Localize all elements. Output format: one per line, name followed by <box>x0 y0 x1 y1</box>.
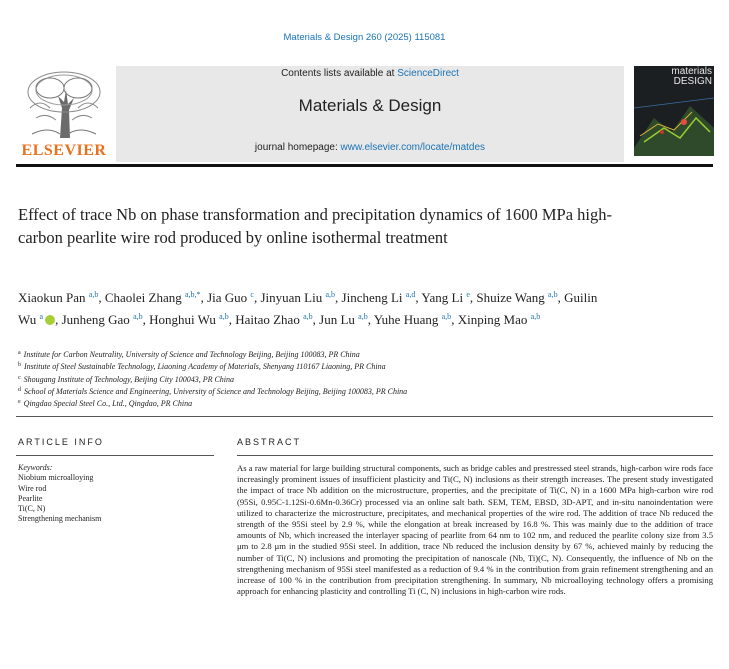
abstract-heading: ABSTRACT <box>237 437 302 447</box>
keyword-item: Niobium microalloying <box>18 473 94 483</box>
journal-citation[interactable]: Materials & Design 260 (2025) 115081 <box>283 32 446 43</box>
author[interactable]: Xiaokun Pan $^{a,b}$ <box>18 290 99 305</box>
keyword-item: Strengthening mechanism <box>18 514 102 524</box>
keyword-item: Pearlite <box>18 493 43 503</box>
author[interactable]: Jinyuan Liu $^{a,b}$ <box>260 290 336 305</box>
article-info-heading: ARTICLE INFO <box>18 437 104 447</box>
author[interactable]: Yuhe Huang $^{a,b}$ <box>373 312 452 327</box>
author[interactable]: Yang Li $^e$ <box>421 290 470 305</box>
affiliation-item: $^e$ Qingdao Special Steel Co., Ltd., Qingdao, PR China <box>18 399 193 409</box>
sciencedirect-link[interactable]: ScienceDirect <box>397 68 459 79</box>
affiliation-divider <box>16 416 713 417</box>
abstract-divider <box>237 455 713 456</box>
affiliation-item: $^d$ School of Materials Science and Engineering, University of Science and Technology Beijing, Beijing 100083, PR China <box>18 386 408 396</box>
header-divider <box>16 164 713 167</box>
journal-header <box>116 66 624 162</box>
author[interactable]: Jun Lu $^{a,b}$ <box>319 312 368 327</box>
affiliation-list <box>18 348 618 409</box>
journal-name: Materials & Design <box>298 96 442 115</box>
author[interactable]: Junheng Gao $^{a,b}$ <box>61 312 143 327</box>
author[interactable]: Haitao Zhao $^{a,b}$ <box>235 312 313 327</box>
contents-prefix: Contents lists available at <box>281 68 398 79</box>
elsevier-wordmark: ELSEVIER <box>21 142 107 159</box>
author-list: Xiaokun Pan $^{a,b}$, Chaolei Zhang $^{a,b,*}$, Jia Guo $^c$, Jinyuan Liu $^{a,b}$, Jincheng Li $^{a,d}$, Yang Li $^e$, Shuize Wang $^{a,b}$, Guilin Wu $^a$ , Junheng Gao $^{a,b}$, Honghui Wu $^{a,b}$, Haitao Zhao $^{a,b}$, Jun Lu $^{a,b}$, Yuhe Huang $^{a,b}$, Xinping Mao $^{a,b}$ <box>18 290 598 327</box>
journal-cover[interactable] <box>634 66 714 156</box>
author[interactable]: Jincheng Li $^{a,d}$ <box>341 290 416 305</box>
elsevier-logo[interactable] <box>16 66 112 162</box>
keyword-item: Ti(C, N) <box>18 504 46 514</box>
cover-title: materials DESIGN <box>671 66 712 87</box>
author[interactable]: Jia Guo $^c$ <box>207 290 254 305</box>
cover-art-image <box>634 88 714 156</box>
affiliation-item: $^c$ Shougang Institute of Technology, Beijing City 100043, PR China <box>18 374 235 384</box>
abstract-body: As a raw material for large building structural components, such as bridge cables and prestressed steel strands, high-carbon wire rods face increasingly prominent issues of insufficient plasticity and Ti(C, N) inclusions as their strength increases. The present study investigated the impact of trace Nb addition on the microstructure, properties, and the precipitate of Ti(C, N) in a 1600 MPa high-carbon wire rod (95Si, 0.95C-1.12Si-0.6Mn-0.36Cr) processed via an online salt bath. SEM, TEM, EBSD, 3D-APT, and in-situ nanoindentation were utilized to characterize the microstructure, precipitates, and mechanical properties of the wire rod. The addition of trace Nb reduced the strength of the 95Si steel by 2.9 %, while the elongation at break increased by 16.8 %. This was mainly due to the addition of trace amounts of Nb, which increased the interlayer spacing of pearlite from 64 nm to 102 nm, and reduced the pearlite colony size from 3.5 μm to 2.8 μm in the studied 95Si steel. In addition, trace Nb reduced the inclusion density by 67 %, achieved mainly by reducing the number of Ti(C, N) inclusions and promoting the precipitation of nanoscale (Nb, Ti)(C, N). Consequently, the influence of Nb on the strengthening mechanism of 95Si steel manifested as a reduction of 9.4 % in the contribution from grain refinement strengthening and an increase of 100 % in the contribution from precipitation strengthening. In summary, Nb microalloying technology offers a promising approach for enhancing plasticity and controlling Ti (C, N) inclusions in high-carbon wire rods. <box>237 463 713 597</box>
orcid-icon[interactable] <box>45 315 55 325</box>
keyword-item: Wire rod <box>18 483 47 493</box>
article-title: Effect of trace Nb on phase transformation and precipitation dynamics of 1600 MPa high-carbon pearlite wire rod produced by online isothermal treatment <box>18 205 612 247</box>
affiliation-item: $^b$ Institute of Steel Sustainable Technology, Liaoning Academy of Materials, Shenyang 110167 Liaoning, PR China <box>18 362 386 372</box>
elsevier-tree-icon <box>20 68 108 140</box>
article-info-divider <box>16 455 214 456</box>
homepage-line <box>116 142 624 153</box>
keywords-block <box>18 463 208 525</box>
author[interactable]: Honghui Wu $^{a,b}$ <box>149 312 229 327</box>
author[interactable]: Shuize Wang $^{a,b}$ <box>476 290 558 305</box>
author[interactable]: Chaolei Zhang $^{a,b,*}$ <box>104 290 201 305</box>
journal-homepage-link[interactable]: www.elsevier.com/locate/matdes <box>340 142 486 153</box>
author[interactable]: Guilin Wu $^a$ <box>18 290 598 327</box>
homepage-prefix: journal homepage: <box>254 142 341 153</box>
contents-line <box>116 68 624 79</box>
keywords-label: Keywords: <box>18 463 53 472</box>
affiliation-item: $^a$ Institute for Carbon Neutrality, University of Science and Technology Beijing, Beijing 100083, PR China <box>18 350 360 359</box>
author[interactable]: Xinping Mao $^{a,b}$ <box>457 312 541 327</box>
